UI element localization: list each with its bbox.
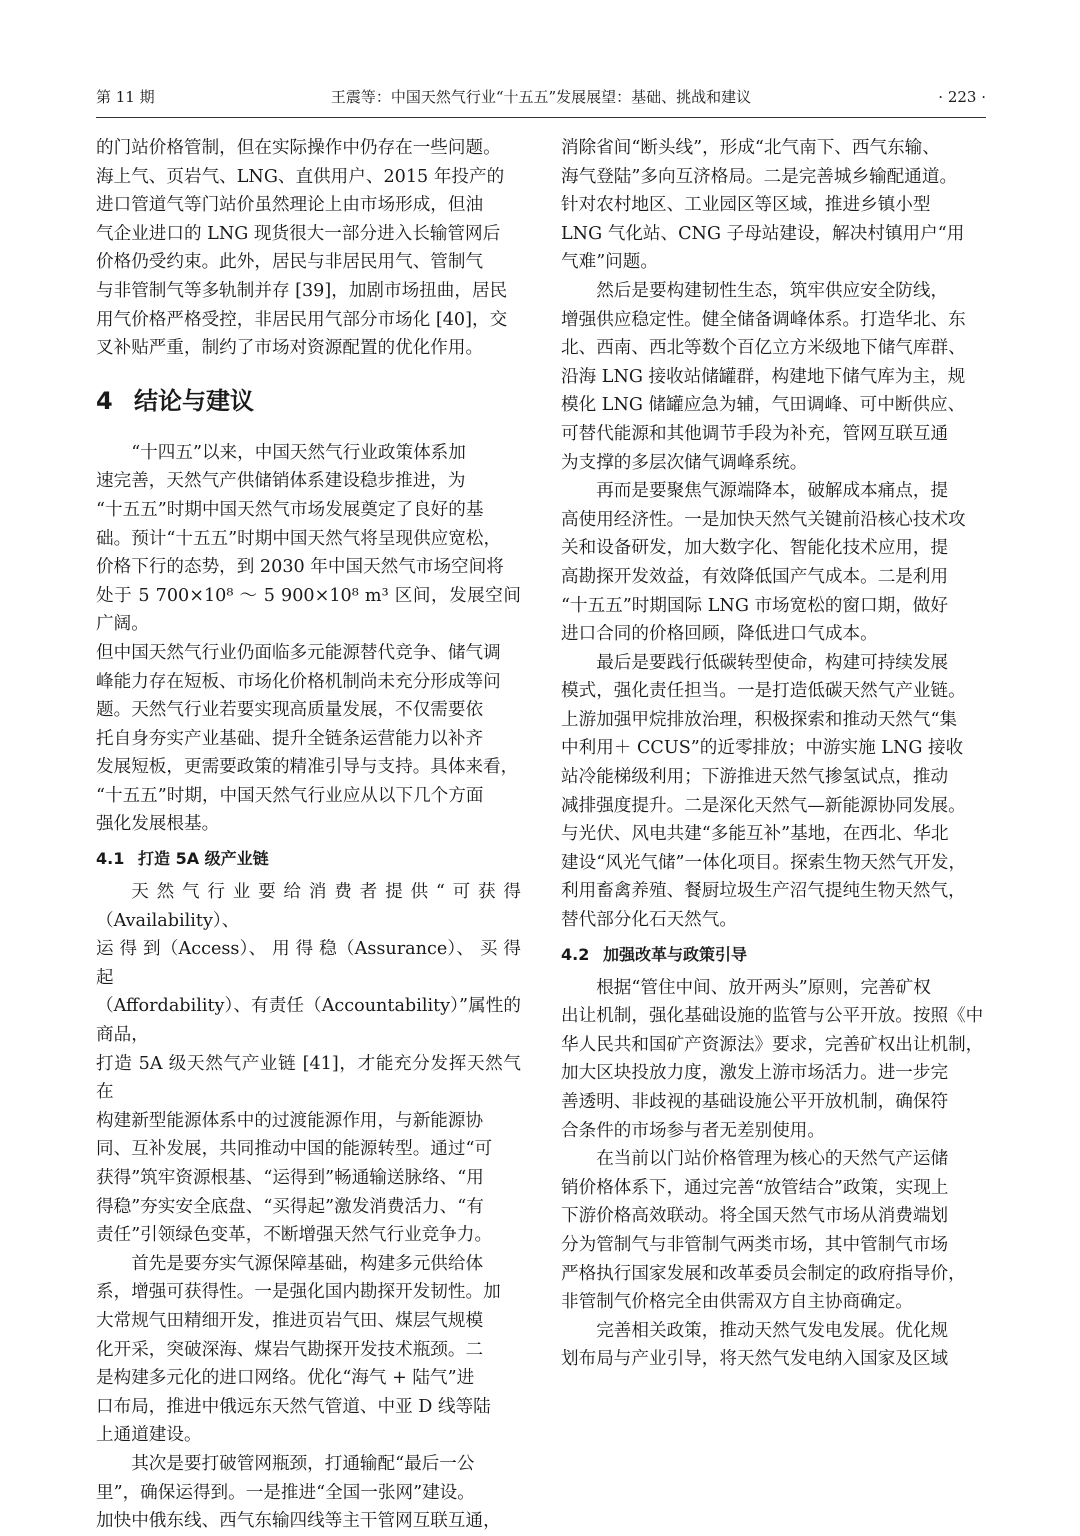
paragraph-pipeline-continued: 消除省间“断头线”，形成“北气南下、西气东输、 海气登陆”多向互济格局。二是完善城乡输配通道。 针对农村地区、工业园区等区域，推进乡镇小型 LNG 气化站、CNG 子母站建设，解决村镇用户“用 气难”问题。 — [561, 138, 965, 273]
section-4-heading — [96, 363, 521, 439]
paragraph-low-carbon: 最后是要践行低碳转型使命，构建可持续发展 模式，强化责任担当。一是打造低碳天然气产业链。 上游加强甲烷排放治理，积极探索和推动天然气“集 中利用＋ CCUS”的近零排放；中游实施 LNG 接收 站冷能梯级利用；下游推进天然气掺氢试点，推动 减排强度提升。二是深化天然气—新能源协同发展。 与光伏、风电共建“多能互补”基地，在西北、华北 建设“风光气储”一体化项目。探索生物天然气开发， 利用畜禽养殖、餐厨垃圾生产沼气提纯生物天然气， 替代部分化石天然气。 — [561, 652, 967, 931]
section-4-title: 结论与建议 — [134, 386, 254, 415]
section-4-2-title: 加强改革与政策引导 — [603, 944, 748, 964]
paragraph-gate-price: 的门站价格管制，但在实际操作中仍存在一些问题。 海上气、页岩气、LNG、直供用户、2015 年投产的 进口管道气等门站价虽然理论上由市场形成，但油 气企业进口的 LNG 现货很大一部分进入长输管网后 价格仍受约束。此外，居民与非居民用气、管制气 与非管制气等多轨制并存 [39]，加剧市场扭曲，居民 用气价格严格受控，非居民用气部分市场化 [40]，交 叉补贴严重，制约了市场对资源配置的优化作用。 — [96, 138, 508, 359]
header-rule — [96, 117, 986, 118]
paragraph-pipeline: 其次是要打破管网瓶颈，打通输配“最后一公 里”，确保运得到。一是推进“全国一张网”建设。 加快中俄东线、西气东输四线等主干管网互联互通， — [96, 1453, 501, 1532]
paragraph-resilience: 然后是要构建韧性生态，筑牢供应安全防线， 增强供应稳定性。健全储备调峰体系。打造华北、东 北、西南、西北等数个百亿立方米级地下储气库群、 沿海 LNG 接收站储罐群，构建地下储气库为主，规 模化 LNG 储罐应急为辅，气田调峰、可中断供应、 可替代能源和其他调节手段为补充，管网互联互通 为支撑的多层次储气调峰系统。 — [561, 280, 966, 473]
paragraph-pricing-system: 在当前以门站价格管理为核心的天然气产运储 销价格体系下，通过完善“放管结合”政策，实现上 下游价格高效联动。将全国天然气市场从消费端划 分为管制气与非管制气两类市场，其中管制气市场 严格执行国家发展和改革委员会制定的政府指导价， 非管制气价格完全由供需双方自主协商确定。 — [561, 1149, 966, 1313]
paragraph-5a-chain: 天然气行业要给消费者提供“可获得（Availability）、 运 得 到（Access）、 用 得 稳（Assurance）、 买 得 起 （Affordability）、有责任（Accountability）”属性的商品， 打造 5A 级天然气产业链 [41]，才能充分发挥天然气在 构建新型能源体系中的过渡能源作用，与新能源协 同、互补发展，共同推动中国的能源转型。通过“可 获得”筑牢资源根基、“运得到”畅通输送脉络、“用 得稳”夯实安全底盘、“买得起”激发消费活力、“有 责任”引领绿色变革，不断增强天然气行业竞争力。 — [96, 882, 521, 1246]
paragraph-supply-base: 首先是要夯实气源保障基础，构建多元供给体 系，增强可获得性。一是强化国内勘探开发韧性。加 大常规气田精细开发，推进页岩气田、煤层气规模 化开采，突破深海、煤岩气勘探开发技术瓶颈。二 是构建多元化的进口网络。优化“海气 + 陆气”进 口布局，推进中俄远东天然气管道、中亚 D 线等陆 上通道建设。 — [96, 1253, 501, 1446]
paragraph-mining-rights: 根据“管住中间、放开两头”原则，完善矿权 出让机制，强化基础设施的监管与公平开放。按照《中 华人民共和国矿产资源法》要求，完善矿权出让机制， 加大区块投放力度，激发上游市场活力。进一步完 善透明、非歧视的基础设施公平开放机制，确保符 合条件的市场参与者无差别使用。 — [561, 977, 984, 1141]
article-running-title: 王震等：中国天然气行业“十五五”发展展望：基础、挑战和建议 — [330, 88, 752, 106]
section-4-1-number: 4.1 — [96, 849, 125, 869]
paragraph-gas-power: 完善相关政策，推动天然气发电发展。优化规 划布局与产业引导，将天然气发电纳入国家及区域 — [561, 1320, 949, 1370]
section-4-1-heading — [96, 839, 521, 878]
issue-number: 第 11 期 — [96, 88, 155, 106]
section-4-number: 4 — [96, 386, 113, 415]
section-4-2-heading — [561, 935, 986, 974]
section-4-2-number: 4.2 — [561, 944, 590, 964]
running-header — [96, 84, 986, 110]
paragraph-conclusion: “十四五”以来，中国天然气行业政策体系加 速完善，天然气产供储销体系建设稳步推进，为 “十五五”时期中国天然气市场发展奠定了良好的基 础。预计“十五五”时期中国天然气将呈现供应宽松， 价格下行的态势，到 2030 年中国天然气市场空间将 处于 5 700×10⁸ ～ 5 900×10⁸ m³ 区间，发展空间广阔。 但中国天然气行业仍面临多元能源替代竞争、储气调 峰能力存在短板、市场化价格机制尚未充分形成等问 题。天然气行业若要实现高质量发展，不仅需要依 托自身夯实产业基础、提升全链条运营能力以补齐 发展短板，更需要政策的精准引导与支持。具体来看， “十五五”时期，中国天然气行业应从以下几个方面 强化发展根基。 — [96, 442, 521, 835]
left-column — [96, 134, 521, 1536]
paragraph-cost: 再而是要聚焦气源端降本，破解成本痛点，提 高使用经济性。一是加快天然气关键前沿核心技术攻 关和设备研发，加大数字化、智能化技术应用，提 高勘探开发效益，有效降低国产气成本。二是利用 “十五五”时期国际 LNG 市场宽松的窗口期，做好 进口合同的价格回顾，降低进口气成本。 — [561, 481, 966, 645]
page-number: · 223 · — [938, 88, 986, 106]
right-column — [561, 134, 986, 1374]
section-4-1-title: 打造 5A 级产业链 — [138, 849, 269, 869]
